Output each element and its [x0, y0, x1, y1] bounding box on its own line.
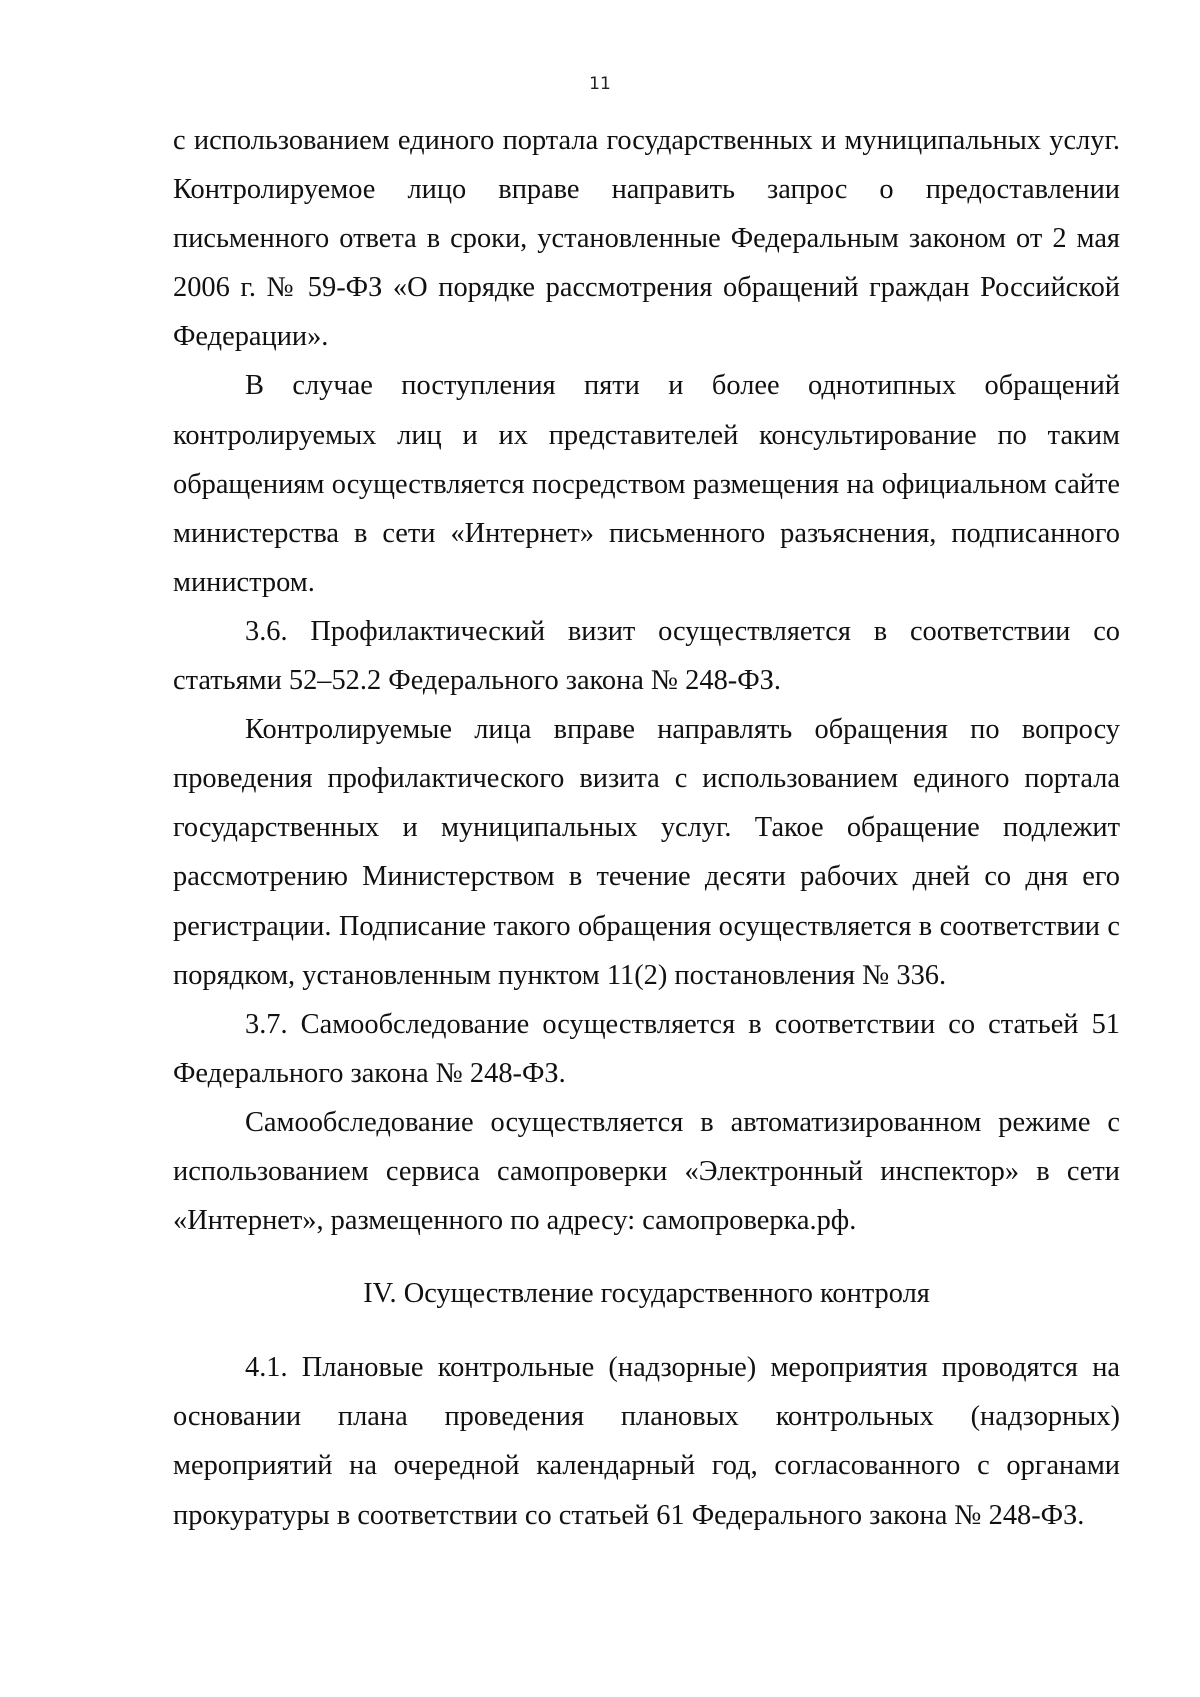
paragraph-self-inspection: Самообследование осуществляется в автоматизированном режиме с использованием сервиса самопроверки «Электронный инспектор» в сети «Интернет», размещенного по адресу: самопроверка.рф.	[173, 1106, 1120, 1237]
paragraph-multiple-appeals: В случае поступления пяти и более однотипных обращений контролируемых лиц и их представителей консультирование по таким обращениям осуществляется посредством размещения на официальном сайте министерства в сети «Интернет» письменного разъяснения, подписанного министром.	[173, 370, 1120, 598]
paragraph-portal-request: с использованием единого портала государственных и муниципальных услуг. Контролируемое лицо вправе направить запрос о предоставлении письменного ответа в сроки, установленные Федеральным законом от 2 мая 2006 г. № 59-ФЗ «О порядке рассмотрения обращений граждан Российской Федерации».	[173, 125, 1120, 353]
paragraph-clause-4-1: 4.1. Плановые контрольные (надзорные) мероприятия проводятся на основании плана проведения плановых контрольных (надзорных) мероприятий на очередной календарный год, согласованного с органами прокуратуры в соответствии со статьей 61 Федерального закона № 248-ФЗ.	[173, 1352, 1120, 1531]
paragraph-clause-3-7: 3.7. Самообследование осуществляется в соответствии со статьей 51 Федерального закона № 248-ФЗ.	[173, 1008, 1120, 1089]
paragraph-clause-3-6: 3.6. Профилактический визит осуществляется в соответствии со статьями 52–52.2 Федерального закона № 248-ФЗ.	[173, 615, 1120, 697]
paragraph-visit-appeals: Контролируемые лица вправе направлять обращения по вопросу проведения профилактического визита с использованием единого портала государственных и муниципальных услуг. Такое обращение подлежит рассмотрению Министерством в течение десяти рабочих дней со дня его регистрации. Подписание такого обращения осуществляется в соответствии с порядком, установленным пунктом 11(2) постановления № 336.	[173, 714, 1120, 991]
section-heading: IV. Осуществление государственного контроля	[363, 1278, 930, 1310]
document-body	[173, 116, 1120, 1540]
page-number: 11	[589, 74, 611, 94]
